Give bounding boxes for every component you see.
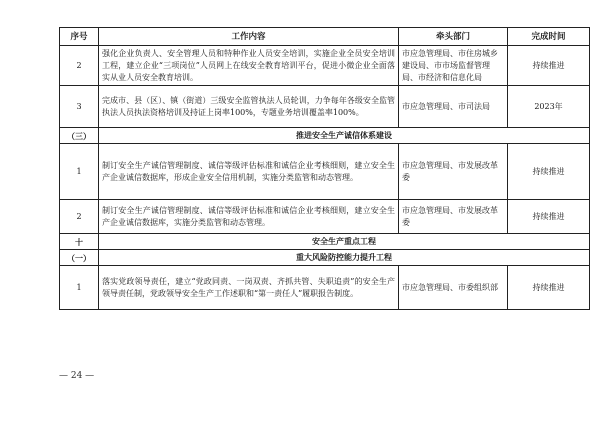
section-number: 十 — [60, 234, 99, 250]
row-time: 2023年 — [508, 86, 590, 128]
header-work: 工作内容 — [99, 28, 399, 46]
row-seq: 2 — [60, 46, 99, 86]
work-table — [59, 27, 590, 310]
row-time: 持续推进 — [508, 266, 590, 310]
header-lead: 牵头部门 — [399, 28, 508, 46]
section-row — [60, 250, 590, 266]
section-number: （一） — [60, 250, 99, 266]
table-header-row — [60, 28, 590, 46]
row-work: 强化企业负责人、安全管理人员和特种作业人员安全培训，实施企业全员安全培训工程，建立企业“三项岗位”人员网上在线安全教育培训平台，促进小微企业全面落实从业人员安全教育培训。 — [99, 46, 399, 86]
row-lead: 市应急管理局、市发展改革委 — [399, 200, 508, 234]
row-lead: 市应急管理局、市发展改革委 — [399, 144, 508, 200]
section-row — [60, 128, 590, 144]
row-work: 制订安全生产诚信管理制度、诚信等级评估标准和诚信企业考核细则，建立安全生产企业诚信数据库，形成企业安全信用机制，实施分类监管和动态管理。 — [99, 144, 399, 200]
table-row — [60, 200, 590, 234]
table-row — [60, 86, 590, 128]
row-seq: 3 — [60, 86, 99, 128]
row-work: 完成市、县（区）、镇（街道）三级安全监管执法人员轮训，力争每年各级安全监管执法人员执法资格培训及持证上岗率100%，专题业务培训覆盖率100%。 — [99, 86, 399, 128]
header-seq: 序号 — [60, 28, 99, 46]
header-time: 完成时间 — [508, 28, 590, 46]
row-seq: 1 — [60, 266, 99, 310]
section-title: 重大风险防控能力提升工程 — [99, 250, 590, 266]
section-title: 安全生产重点工程 — [99, 234, 590, 250]
row-seq: 1 — [60, 144, 99, 200]
page-number: — 24 — — [59, 371, 95, 381]
section-row — [60, 234, 590, 250]
row-time: 持续推进 — [508, 46, 590, 86]
table-row — [60, 266, 590, 310]
row-work: 制订安全生产诚信管理制度、诚信等级评估标准和诚信企业考核细则，建立安全生产企业诚信数据库，实施分类监管和动态管理。 — [99, 200, 399, 234]
row-seq: 2 — [60, 200, 99, 234]
row-lead: 市应急管理局、市住房城乡建设局、市市场监督管理局、市经济和信息化局 — [399, 46, 508, 86]
row-work: 落实党政领导责任，建立“党政同责、一岗双责、齐抓共管、失职追责”的安全生产领导责任制，党政领导安全生产工作述职和“第一责任人”履职报告制度。 — [99, 266, 399, 310]
section-title: 推进安全生产诚信体系建设 — [99, 128, 590, 144]
row-lead: 市应急管理局、市委组织部 — [399, 266, 508, 310]
row-time: 持续推进 — [508, 144, 590, 200]
row-lead: 市应急管理局、市司法局 — [399, 86, 508, 128]
section-number: （三） — [60, 128, 99, 144]
table-row — [60, 144, 590, 200]
row-time: 持续推进 — [508, 200, 590, 234]
table-row — [60, 46, 590, 86]
